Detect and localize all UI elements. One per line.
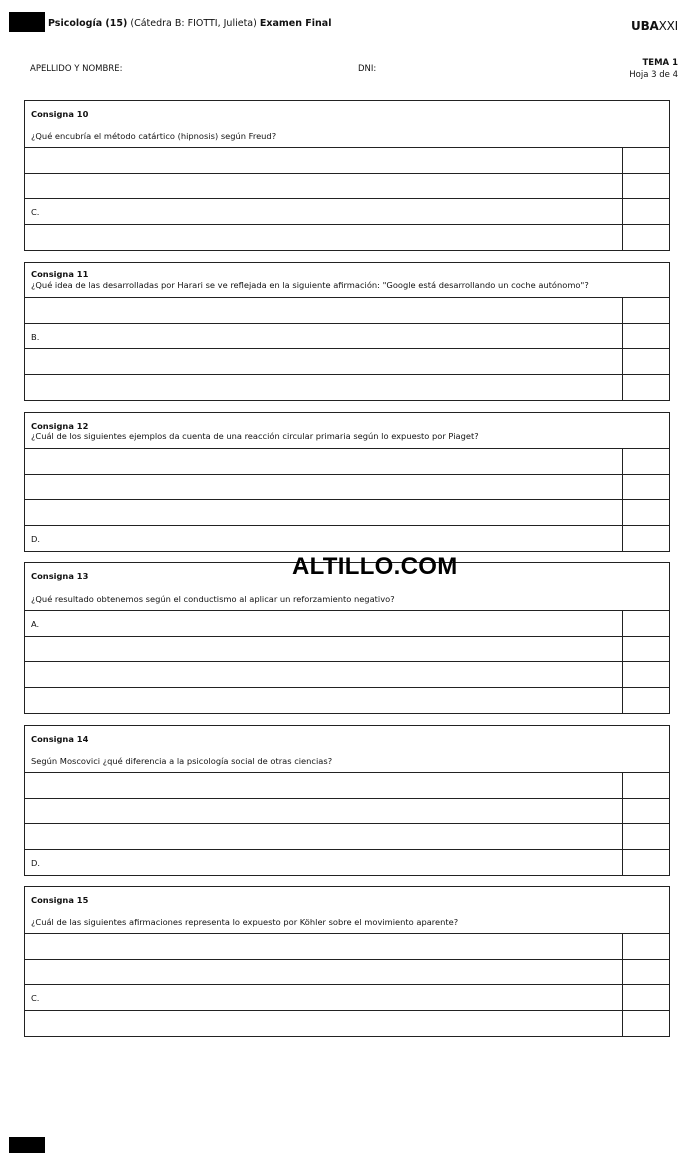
answer-row bbox=[25, 773, 669, 799]
registration-mark-bottom bbox=[9, 1137, 45, 1153]
answer-row bbox=[25, 960, 669, 986]
answer-checkbox[interactable] bbox=[622, 662, 671, 687]
question-block bbox=[24, 725, 670, 876]
answer-checkbox[interactable] bbox=[622, 349, 671, 374]
question-title: Consigna 12 bbox=[31, 421, 89, 431]
answer-checkbox[interactable] bbox=[622, 500, 671, 525]
question-header bbox=[25, 726, 669, 773]
uba-xxi-logo bbox=[631, 19, 678, 33]
answer-row bbox=[25, 662, 669, 688]
answer-row bbox=[25, 324, 669, 350]
question-header bbox=[25, 413, 669, 449]
exam-header bbox=[48, 18, 331, 29]
answer-option-label: D. bbox=[31, 533, 41, 544]
question-title: Consigna 13 bbox=[31, 571, 89, 581]
answer-option-label: D. bbox=[31, 857, 41, 868]
answer-row bbox=[25, 526, 669, 552]
answer-row bbox=[25, 375, 669, 401]
answer-checkbox[interactable] bbox=[622, 225, 671, 251]
question-header bbox=[25, 887, 669, 934]
answer-row bbox=[25, 449, 669, 475]
answer-row bbox=[25, 298, 669, 324]
answer-row bbox=[25, 148, 669, 174]
page-indicator: Hoja 3 de 4 bbox=[629, 70, 678, 80]
answer-option-label: A. bbox=[31, 619, 40, 629]
dni-label: DNI: bbox=[358, 64, 377, 74]
answer-option-label: C. bbox=[31, 207, 40, 217]
answer-checkbox[interactable] bbox=[622, 199, 671, 224]
answer-checkbox[interactable] bbox=[622, 1011, 671, 1037]
answer-row bbox=[25, 475, 669, 501]
answer-checkbox[interactable] bbox=[622, 799, 671, 824]
answer-row bbox=[25, 500, 669, 526]
course-name: Psicología (15) bbox=[48, 18, 128, 29]
answer-row bbox=[25, 688, 669, 714]
answer-checkbox[interactable] bbox=[622, 985, 671, 1010]
name-label: APELLIDO Y NOMBRE: bbox=[30, 64, 123, 74]
answer-row bbox=[25, 1011, 669, 1037]
question-block bbox=[24, 562, 670, 714]
answer-checkbox[interactable] bbox=[622, 375, 671, 401]
answer-option-label: C. bbox=[31, 993, 40, 1003]
answer-row bbox=[25, 637, 669, 663]
answer-checkbox[interactable] bbox=[622, 475, 671, 500]
question-block bbox=[24, 262, 670, 401]
exam-type: Examen Final bbox=[259, 18, 332, 29]
answer-row bbox=[25, 225, 669, 251]
question-title: Consigna 11 bbox=[31, 269, 89, 279]
answer-row bbox=[25, 799, 669, 825]
answer-option-label: B. bbox=[31, 331, 40, 342]
question-block bbox=[24, 100, 670, 251]
answer-checkbox[interactable] bbox=[622, 824, 671, 849]
answer-checkbox[interactable] bbox=[622, 850, 671, 876]
question-text: ¿Qué encubría el método catártico (hipnosis) según Freud? bbox=[31, 131, 277, 141]
question-header bbox=[25, 101, 669, 148]
answer-checkbox[interactable] bbox=[622, 688, 671, 714]
answer-checkbox[interactable] bbox=[622, 526, 671, 552]
question-text: ¿Cuál de los siguientes ejemplos da cuenta de una reacción circular primaria según lo expuesto por Piaget? bbox=[31, 431, 479, 441]
answer-checkbox[interactable] bbox=[622, 174, 671, 199]
tema-label: TEMA 1 bbox=[642, 58, 678, 68]
registration-mark-top bbox=[9, 12, 45, 32]
question-text: ¿Qué resultado obtenemos según el conductismo al aplicar un reforzamiento negativo? bbox=[31, 594, 395, 604]
logo-main: UBA bbox=[631, 19, 659, 33]
question-text: Según Moscovici ¿qué diferencia a la psicología social de otras ciencias? bbox=[31, 756, 333, 766]
sheet-info bbox=[629, 57, 678, 81]
question-block bbox=[24, 412, 670, 552]
answer-row bbox=[25, 824, 669, 850]
answer-checkbox[interactable] bbox=[622, 298, 671, 323]
question-title: Consigna 10 bbox=[31, 109, 89, 119]
answer-checkbox[interactable] bbox=[622, 611, 671, 636]
answer-row bbox=[25, 349, 669, 375]
question-header bbox=[25, 263, 669, 298]
question-title: Consigna 15 bbox=[31, 895, 89, 905]
answer-checkbox[interactable] bbox=[622, 324, 671, 349]
answer-row bbox=[25, 985, 669, 1011]
answer-checkbox[interactable] bbox=[622, 960, 671, 985]
answer-row bbox=[25, 199, 669, 225]
question-title: Consigna 14 bbox=[31, 734, 89, 744]
question-text: ¿Cuál de las siguientes afirmaciones representa lo expuesto por Köhler sobre el movimiento aparente? bbox=[31, 917, 459, 927]
answer-row bbox=[25, 174, 669, 200]
question-text: ¿Qué idea de las desarrolladas por Harari se ve reflejada en la siguiente afirmación: "Google está desarrollando un coche autónomo"? bbox=[31, 280, 589, 290]
answer-checkbox[interactable] bbox=[622, 449, 671, 474]
answer-checkbox[interactable] bbox=[622, 773, 671, 798]
answer-row bbox=[25, 934, 669, 960]
question-block bbox=[24, 886, 670, 1037]
watermark: ALTILLO.COM bbox=[292, 553, 458, 580]
chair-name: (Cátedra B: FIOTTI, Julieta) bbox=[130, 18, 257, 29]
logo-suffix: XXI bbox=[658, 19, 678, 33]
answer-row bbox=[25, 611, 669, 637]
answer-checkbox[interactable] bbox=[622, 148, 671, 173]
answer-row bbox=[25, 850, 669, 876]
answer-checkbox[interactable] bbox=[622, 637, 671, 662]
answer-checkbox[interactable] bbox=[622, 934, 671, 959]
